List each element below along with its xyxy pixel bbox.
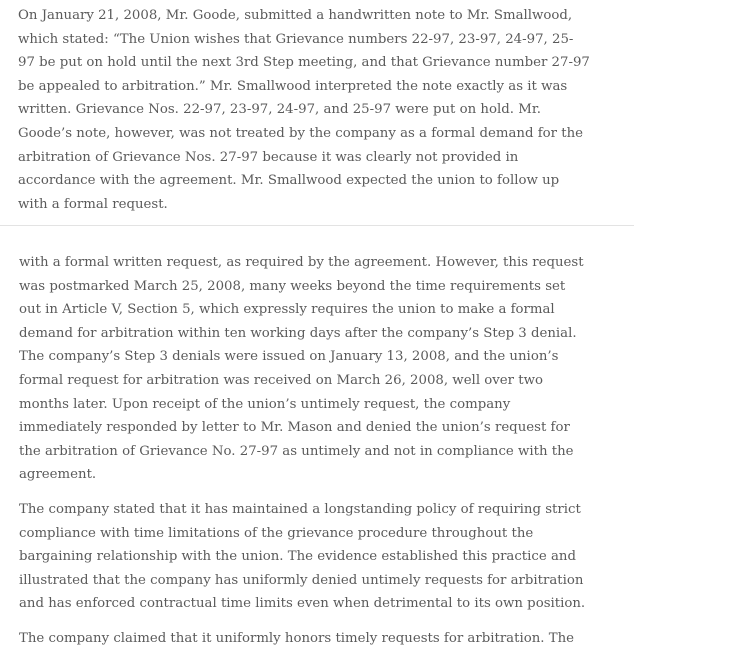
paragraph-timely-requests: The company claimed that it uniformly honors timely requests for arbitration. The [19, 630, 575, 646]
paragraph-handwritten-note: On January 21, 2008, Mr. Goode, submitted a handwritten note to Mr. Smallwood, which stated: “The Union wishes that Grievance numbers 22-97, 23-97, 24-97, 25-97 be put on hold until the next 3rd Step meeting, and that Grievance number 27-97 be appealed to arbitration.” Mr. Smallwood interpreted the note exactly as it was written. Grievance Nos. 22-97, 23-97, 24-97, and 25-97 were put on hold. Mr. Goode’s note, however, was not treated by the company as a formal demand for the arbitration of Grievance Nos. 27-97 because it was clearly not provided in accordance with the agreement. Mr. Smallwood expected the union to follow up with a formal request. [18, 8, 590, 212]
paragraph-company-policy: The company stated that it has maintained a longstanding policy of requiring strict compliance with time limitations of the grievance procedure throughout the bargaining relationship with the union. The evidence established this practice and illustrated that the company has uniformly denied untimely requests for arbitration and has enforced contractual time limits even when detrimental to its own position. [19, 501, 586, 612]
text-column [19, 251, 591, 649]
document-page-bottom [0, 226, 734, 649]
paragraph-mason-request-continued: with a formal written request, as required by the agreement. However, this request was postmarked March 25, 2008, many weeks beyond the time requirements set out in Article V, Section 5, which expressly requires the union to make a formal demand for arbitration within ten working days after the company’s Step 3 denial. The company’s Step 3 denials were issued on January 13, 2008, and the union’s formal request for arbitration was received on March 26, 2008, well over two months later. Upon receipt of the union’s untimely request, the company immediately responded by letter to Mr. Mason and denied the union’s request for the arbitration of Grievance No. 27-97 as untimely and not in compliance with the agreement. [19, 255, 584, 483]
document-page-top [0, 0, 734, 226]
text-column [18, 4, 590, 226]
